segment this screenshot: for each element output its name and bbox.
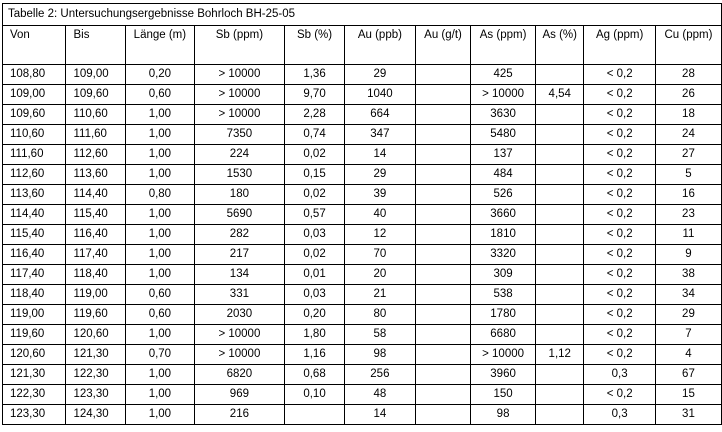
cell-ag-ppm: < 0,2 [584, 105, 655, 125]
cell-cu-ppm: 7 [655, 325, 721, 345]
cell-bis: 109,00 [66, 65, 126, 85]
cell-sb-pct: 0,74 [285, 125, 344, 145]
cell-ag-ppm: < 0,2 [584, 325, 655, 345]
cell-von: 122,30 [3, 385, 66, 405]
cell-bis: 119,00 [66, 285, 126, 305]
cell-ag-ppm: < 0,2 [584, 185, 655, 205]
cell-au-ppb: 664 [344, 105, 415, 125]
cell-as-pct [536, 225, 584, 245]
cell-as-ppm: > 10000 [471, 85, 536, 105]
cell-ag-ppm: < 0,2 [584, 205, 655, 225]
cell-cu-ppm: 26 [655, 85, 721, 105]
cell-sb-pct: 0,03 [285, 285, 344, 305]
cell-ag-ppm: < 0,2 [584, 285, 655, 305]
cell-sb-ppm: 6820 [194, 365, 285, 385]
cell-as-pct: 4,54 [536, 85, 584, 105]
table-row [3, 165, 722, 185]
cell-au-gt [416, 105, 471, 125]
cell-as-pct [536, 325, 584, 345]
cell-au-gt [416, 205, 471, 225]
cell-von: 120,60 [3, 345, 66, 365]
header-sb-pct: Sb (%) [285, 26, 344, 65]
header-row [3, 26, 722, 65]
cell-cu-ppm: 11 [655, 225, 721, 245]
cell-as-pct [536, 265, 584, 285]
cell-au-ppb: 70 [344, 245, 415, 265]
cell-laenge: 0,60 [126, 285, 194, 305]
cell-ag-ppm: < 0,2 [584, 385, 655, 405]
cell-as-ppm: 484 [471, 165, 536, 185]
cell-sb-pct: 1,80 [285, 325, 344, 345]
cell-au-gt [416, 405, 471, 425]
cell-sb-pct: 0,10 [285, 385, 344, 405]
cell-as-ppm: 3660 [471, 205, 536, 225]
table-row [3, 225, 722, 245]
cell-ag-ppm: < 0,2 [584, 225, 655, 245]
cell-cu-ppm: 34 [655, 285, 721, 305]
cell-sb-pct: 0,57 [285, 205, 344, 225]
cell-laenge: 1,00 [126, 105, 194, 125]
cell-von: 111,60 [3, 145, 66, 165]
cell-ag-ppm: 0,3 [584, 365, 655, 385]
cell-von: 112,60 [3, 165, 66, 185]
cell-cu-ppm: 5 [655, 165, 721, 185]
cell-bis: 122,30 [66, 365, 126, 385]
cell-bis: 110,60 [66, 105, 126, 125]
cell-as-ppm: 3320 [471, 245, 536, 265]
cell-sb-ppm: > 10000 [194, 345, 285, 365]
cell-as-ppm: 538 [471, 285, 536, 305]
cell-as-pct [536, 105, 584, 125]
table-row [3, 145, 722, 165]
cell-au-ppb: 256 [344, 365, 415, 385]
cell-laenge: 0,70 [126, 345, 194, 365]
cell-cu-ppm: 18 [655, 105, 721, 125]
cell-au-gt [416, 245, 471, 265]
cell-as-ppm: 3630 [471, 105, 536, 125]
cell-as-ppm: 137 [471, 145, 536, 165]
cell-bis: 123,30 [66, 385, 126, 405]
table-row [3, 65, 722, 85]
cell-bis: 119,60 [66, 305, 126, 325]
cell-as-ppm: 98 [471, 405, 536, 425]
cell-au-gt [416, 285, 471, 305]
cell-laenge: 1,00 [126, 125, 194, 145]
cell-cu-ppm: 23 [655, 205, 721, 225]
cell-cu-ppm: 9 [655, 245, 721, 265]
cell-au-gt [416, 145, 471, 165]
table-row [3, 245, 722, 265]
cell-as-pct [536, 305, 584, 325]
cell-au-ppb: 39 [344, 185, 415, 205]
table-row [3, 125, 722, 145]
cell-au-ppb: 48 [344, 385, 415, 405]
cell-au-ppb: 21 [344, 285, 415, 305]
cell-bis: 113,60 [66, 165, 126, 185]
cell-sb-ppm: 217 [194, 245, 285, 265]
cell-von: 113,60 [3, 185, 66, 205]
header-as-pct: As (%) [536, 26, 584, 65]
cell-bis: 117,40 [66, 245, 126, 265]
cell-laenge: 0,60 [126, 85, 194, 105]
cell-cu-ppm: 38 [655, 265, 721, 285]
cell-ag-ppm: 0,3 [584, 405, 655, 425]
cell-sb-ppm: 134 [194, 265, 285, 285]
table-row [3, 325, 722, 345]
cell-von: 118,40 [3, 285, 66, 305]
table-row [3, 385, 722, 405]
cell-au-ppb: 80 [344, 305, 415, 325]
table-row [3, 205, 722, 225]
cell-ag-ppm: < 0,2 [584, 85, 655, 105]
cell-sb-ppm: 2030 [194, 305, 285, 325]
cell-bis: 112,60 [66, 145, 126, 165]
cell-as-pct [536, 65, 584, 85]
table-row [3, 285, 722, 305]
cell-as-ppm: 150 [471, 385, 536, 405]
cell-au-ppb: 29 [344, 65, 415, 85]
cell-ag-ppm: < 0,2 [584, 245, 655, 265]
cell-sb-pct: 0,02 [285, 145, 344, 165]
cell-au-ppb: 58 [344, 325, 415, 345]
cell-cu-ppm: 31 [655, 405, 721, 425]
cell-as-ppm: 526 [471, 185, 536, 205]
cell-laenge: 1,00 [126, 145, 194, 165]
cell-as-pct [536, 405, 584, 425]
cell-laenge: 1,00 [126, 265, 194, 285]
cell-cu-ppm: 67 [655, 365, 721, 385]
cell-cu-ppm: 15 [655, 385, 721, 405]
cell-au-gt [416, 185, 471, 205]
cell-sb-ppm: 216 [194, 405, 285, 425]
cell-ag-ppm: < 0,2 [584, 65, 655, 85]
cell-sb-pct: 2,28 [285, 105, 344, 125]
cell-laenge: 1,00 [126, 205, 194, 225]
cell-sb-pct: 0,02 [285, 185, 344, 205]
cell-au-gt [416, 165, 471, 185]
cell-von: 117,40 [3, 265, 66, 285]
table-row [3, 405, 722, 425]
table-title: Tabelle 2: Untersuchungsergebnisse Bohrloch BH-25-05 [3, 4, 722, 26]
table-row [3, 365, 722, 385]
cell-as-pct [536, 125, 584, 145]
cell-cu-ppm: 28 [655, 65, 721, 85]
header-laenge: Länge (m) [126, 26, 194, 65]
cell-ag-ppm: < 0,2 [584, 125, 655, 145]
cell-laenge: 0,80 [126, 185, 194, 205]
cell-von: 114,40 [3, 205, 66, 225]
cell-von: 121,30 [3, 365, 66, 385]
cell-au-ppb: 20 [344, 265, 415, 285]
header-au-ppb: Au (ppb) [344, 26, 415, 65]
cell-cu-ppm: 4 [655, 345, 721, 365]
cell-sb-pct: 1,36 [285, 65, 344, 85]
assay-results-table [2, 3, 722, 425]
cell-as-ppm: 1780 [471, 305, 536, 325]
cell-au-ppb: 40 [344, 205, 415, 225]
cell-as-pct [536, 365, 584, 385]
table-row [3, 185, 722, 205]
header-cu-ppm: Cu (ppm) [655, 26, 721, 65]
cell-au-ppb: 14 [344, 405, 415, 425]
cell-sb-pct: 0,01 [285, 265, 344, 285]
header-ag-ppm: Ag (ppm) [584, 26, 655, 65]
cell-von: 119,60 [3, 325, 66, 345]
cell-as-pct [536, 385, 584, 405]
cell-sb-ppm: 7350 [194, 125, 285, 145]
cell-von: 110,60 [3, 125, 66, 145]
cell-bis: 118,40 [66, 265, 126, 285]
cell-as-pct [536, 165, 584, 185]
cell-as-ppm: 1810 [471, 225, 536, 245]
cell-cu-ppm: 27 [655, 145, 721, 165]
cell-bis: 116,40 [66, 225, 126, 245]
cell-von: 123,30 [3, 405, 66, 425]
cell-sb-ppm: 224 [194, 145, 285, 165]
cell-au-ppb: 29 [344, 165, 415, 185]
cell-bis: 109,60 [66, 85, 126, 105]
cell-au-gt [416, 325, 471, 345]
cell-bis: 120,60 [66, 325, 126, 345]
cell-as-ppm: 5480 [471, 125, 536, 145]
cell-as-pct: 1,12 [536, 345, 584, 365]
cell-as-ppm: 309 [471, 265, 536, 285]
cell-au-gt [416, 65, 471, 85]
cell-von: 108,80 [3, 65, 66, 85]
cell-au-gt [416, 225, 471, 245]
cell-as-pct [536, 185, 584, 205]
cell-von: 116,40 [3, 245, 66, 265]
cell-sb-pct: 0,15 [285, 165, 344, 185]
header-bis: Bis [66, 26, 126, 65]
cell-laenge: 1,00 [126, 225, 194, 245]
cell-ag-ppm: < 0,2 [584, 145, 655, 165]
table-row [3, 345, 722, 365]
cell-laenge: 1,00 [126, 365, 194, 385]
cell-sb-pct: 0,03 [285, 225, 344, 245]
cell-au-gt [416, 85, 471, 105]
cell-as-ppm: > 10000 [471, 345, 536, 365]
table-row [3, 265, 722, 285]
cell-sb-ppm: > 10000 [194, 105, 285, 125]
cell-as-pct [536, 245, 584, 265]
cell-as-pct [536, 145, 584, 165]
cell-cu-ppm: 29 [655, 305, 721, 325]
cell-bis: 115,40 [66, 205, 126, 225]
cell-sb-ppm: 1530 [194, 165, 285, 185]
cell-sb-ppm: 282 [194, 225, 285, 245]
cell-cu-ppm: 16 [655, 185, 721, 205]
cell-bis: 124,30 [66, 405, 126, 425]
cell-as-pct [536, 205, 584, 225]
cell-von: 109,60 [3, 105, 66, 125]
cell-au-ppb: 14 [344, 145, 415, 165]
cell-von: 109,00 [3, 85, 66, 105]
header-au-gt: Au (g/t) [416, 26, 471, 65]
header-von: Von [3, 26, 66, 65]
cell-laenge: 1,00 [126, 165, 194, 185]
cell-cu-ppm: 24 [655, 125, 721, 145]
cell-sb-ppm: 331 [194, 285, 285, 305]
cell-ag-ppm: < 0,2 [584, 305, 655, 325]
cell-von: 115,40 [3, 225, 66, 245]
cell-ag-ppm: < 0,2 [584, 345, 655, 365]
cell-laenge: 1,00 [126, 385, 194, 405]
cell-sb-ppm: 969 [194, 385, 285, 405]
cell-au-ppb: 98 [344, 345, 415, 365]
cell-ag-ppm: < 0,2 [584, 165, 655, 185]
cell-sb-ppm: 5690 [194, 205, 285, 225]
cell-as-pct [536, 285, 584, 305]
header-sb-ppm: Sb (ppm) [194, 26, 285, 65]
header-as-ppm: As (ppm) [471, 26, 536, 65]
table-row [3, 305, 722, 325]
cell-laenge: 0,60 [126, 305, 194, 325]
cell-as-ppm: 6680 [471, 325, 536, 345]
table-row [3, 105, 722, 125]
cell-sb-pct: 9,70 [285, 85, 344, 105]
cell-au-gt [416, 385, 471, 405]
cell-as-ppm: 425 [471, 65, 536, 85]
cell-sb-pct: 0,20 [285, 305, 344, 325]
cell-au-gt [416, 265, 471, 285]
cell-laenge: 1,00 [126, 325, 194, 345]
results-table-container [2, 3, 722, 425]
cell-bis: 111,60 [66, 125, 126, 145]
cell-sb-pct: 0,02 [285, 245, 344, 265]
table-row [3, 85, 722, 105]
cell-sb-pct: 1,16 [285, 345, 344, 365]
cell-laenge: 1,00 [126, 405, 194, 425]
cell-bis: 121,30 [66, 345, 126, 365]
cell-au-ppb: 347 [344, 125, 415, 145]
cell-au-ppb: 1040 [344, 85, 415, 105]
cell-laenge: 0,20 [126, 65, 194, 85]
cell-ag-ppm: < 0,2 [584, 265, 655, 285]
cell-sb-ppm: > 10000 [194, 65, 285, 85]
cell-au-gt [416, 125, 471, 145]
cell-au-gt [416, 365, 471, 385]
cell-von: 119,00 [3, 305, 66, 325]
cell-sb-pct: 0,68 [285, 365, 344, 385]
cell-au-gt [416, 305, 471, 325]
cell-laenge: 1,00 [126, 245, 194, 265]
cell-sb-ppm: 180 [194, 185, 285, 205]
cell-sb-ppm: > 10000 [194, 325, 285, 345]
cell-as-ppm: 3960 [471, 365, 536, 385]
cell-sb-ppm: > 10000 [194, 85, 285, 105]
cell-au-ppb: 12 [344, 225, 415, 245]
cell-bis: 114,40 [66, 185, 126, 205]
cell-au-gt [416, 345, 471, 365]
cell-sb-pct [285, 405, 344, 425]
